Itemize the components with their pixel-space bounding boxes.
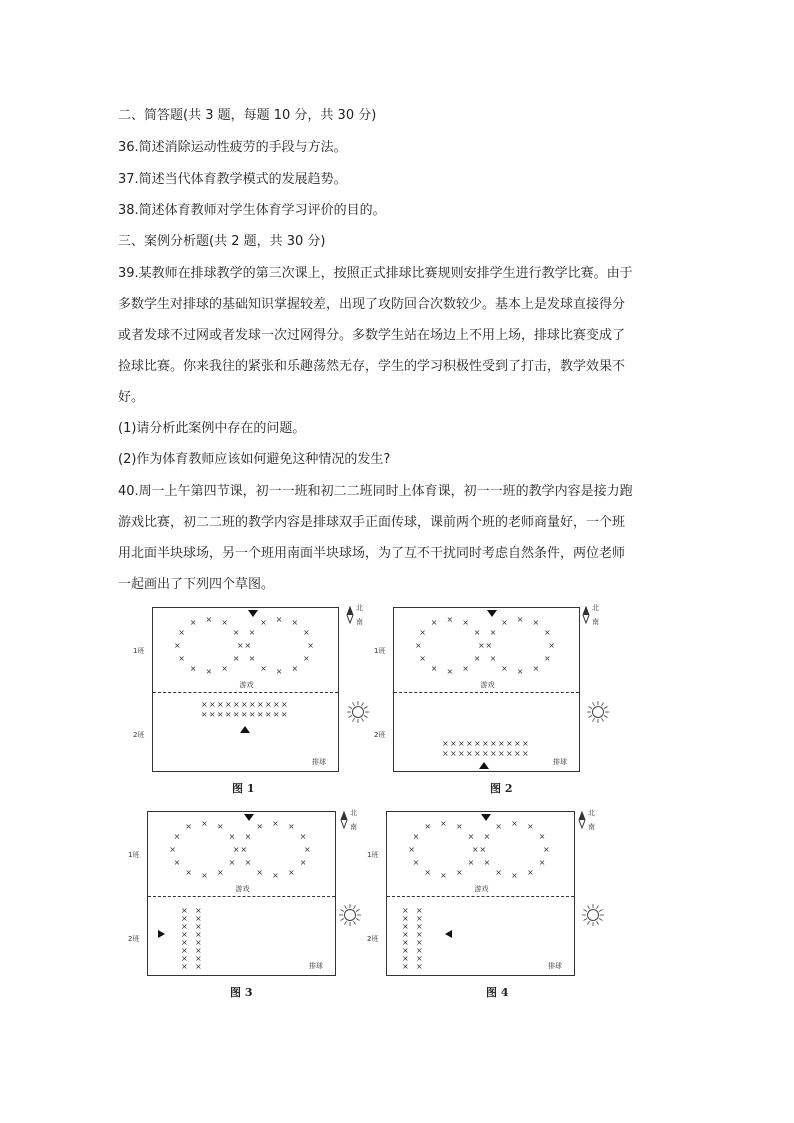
question-39-line2: 多数学生对排球的基础知识掌握较差，出现了攻防回合次数较少。基本上是发球直接得分 [118, 297, 626, 312]
student-mark: × [482, 739, 489, 748]
figure-caption: 图 2 [490, 782, 513, 795]
student-mark: × [185, 822, 192, 832]
sun-icon [581, 903, 605, 927]
field-center-line [394, 692, 579, 693]
student-mark: × [458, 739, 465, 748]
student-mark: × [450, 749, 457, 758]
student-mark: × [232, 654, 240, 663]
triangle-down-marker [248, 610, 258, 617]
student-mark: × [527, 867, 534, 877]
student-mark: × [538, 832, 546, 841]
student-mark: × [260, 618, 267, 628]
student-mark: × [467, 832, 475, 841]
student-mark: × [201, 871, 208, 880]
student-mark: × [232, 845, 240, 854]
student-mark: × [402, 930, 409, 939]
student-mark: × [240, 845, 248, 854]
student-mark: × [542, 845, 550, 854]
question-40-line4: 一起画出了下列四个草图。 [118, 577, 275, 592]
student-mark: × [244, 832, 252, 841]
student-mark: × [416, 962, 423, 971]
question-39-sub2: (2)作为体育教师应该如何避免这种情况的发生? [118, 452, 391, 467]
student-mark: × [402, 906, 409, 915]
student-mark: × [209, 700, 216, 709]
student-mark: × [479, 845, 487, 854]
student-mark: × [489, 654, 497, 663]
student-mark: × [195, 914, 202, 923]
figure-caption: 图 1 [232, 782, 255, 795]
student-mark: × [511, 871, 518, 880]
student-mark: × [412, 832, 420, 841]
student-mark: × [185, 867, 192, 877]
student-mark: × [205, 615, 213, 624]
student-mark: × [498, 749, 505, 758]
student-mark: × [195, 946, 202, 955]
student-mark: × [483, 858, 491, 867]
triangle-down-marker [244, 814, 254, 821]
student-mark: × [527, 822, 534, 832]
student-mark: × [440, 871, 447, 880]
student-mark: × [273, 710, 280, 719]
student-mark: × [195, 930, 202, 939]
student-mark: × [181, 954, 188, 963]
student-mark: × [221, 663, 228, 673]
figure-caption: 图 4 [486, 986, 509, 999]
student-mark: × [415, 641, 422, 650]
student-mark: × [265, 700, 272, 709]
south-label: 南 [588, 823, 595, 831]
student-mark: × [506, 749, 513, 758]
student-mark: × [482, 749, 489, 758]
student-mark: × [458, 749, 465, 758]
north-label: 北 [356, 604, 363, 612]
student-mark: × [241, 700, 248, 709]
sun-icon [338, 903, 362, 927]
student-mark: × [548, 641, 555, 650]
student-mark: × [430, 663, 438, 673]
student-mark: × [501, 663, 508, 673]
student-mark: × [291, 663, 299, 673]
question-36: 36.简述消除运动性疲劳的手段与方法。 [118, 140, 347, 155]
student-mark: × [522, 739, 529, 748]
student-mark: × [201, 710, 208, 719]
field-figure-3 [128, 811, 336, 976]
student-mark: × [228, 832, 236, 841]
game-label: 游戏 [474, 885, 489, 893]
student-mark: × [249, 700, 256, 709]
student-mark: × [248, 628, 256, 637]
game-label: 游戏 [480, 681, 495, 689]
student-mark: × [256, 822, 263, 832]
field-figure-2 [374, 607, 580, 772]
student-mark: × [416, 906, 423, 915]
south-label: 南 [350, 823, 357, 831]
sun-icon [346, 700, 370, 724]
student-mark: × [181, 906, 188, 915]
class-1-label: 1班 [128, 851, 140, 859]
student-mark: × [195, 954, 202, 963]
student-mark: × [544, 654, 551, 663]
student-mark: × [402, 914, 409, 923]
sun-icon [586, 700, 610, 724]
volleyball-label: 排球 [309, 962, 323, 970]
question-38: 38.简述体育教师对学生体育学习评价的目的。 [118, 203, 386, 218]
volleyball-label: 排球 [548, 962, 562, 970]
volleyball-label: 排球 [553, 758, 567, 766]
north-label: 北 [588, 809, 595, 817]
student-mark: × [462, 663, 469, 673]
south-label: 南 [592, 618, 599, 626]
student-mark: × [303, 654, 310, 663]
class-2-label: 2班 [128, 935, 140, 943]
student-mark: × [275, 615, 283, 624]
figure-caption: 图 3 [230, 986, 253, 999]
student-mark: × [225, 710, 232, 719]
student-mark: × [532, 663, 540, 673]
field-figure-4 [367, 811, 575, 976]
student-mark: × [195, 906, 202, 915]
student-mark: × [216, 867, 224, 877]
triangle-up-marker [479, 762, 489, 769]
student-mark: × [291, 618, 299, 628]
student-mark: × [174, 641, 181, 650]
student-mark: × [288, 822, 295, 832]
game-label: 游戏 [235, 885, 250, 893]
student-mark: × [402, 954, 409, 963]
student-mark: × [424, 867, 431, 877]
student-mark: × [303, 628, 310, 637]
student-mark: × [228, 858, 236, 867]
student-mark: × [442, 749, 449, 758]
student-mark: × [416, 922, 423, 931]
student-mark: × [455, 822, 463, 832]
student-mark: × [485, 641, 493, 650]
class-2-label: 2班 [367, 935, 379, 943]
student-mark: × [195, 922, 202, 931]
class-1-label: 1班 [133, 647, 145, 655]
student-mark: × [516, 667, 524, 676]
section-2-heading: 二、简答题(共 3 题，每题 10 分，共 30 分) [118, 108, 377, 123]
student-mark: × [217, 710, 224, 719]
question-40-line2: 游戏比赛，初二二班的教学内容是排球双手正面传球，课前两个班的老师商量好，一个班 [118, 515, 626, 530]
class-1-label: 1班 [374, 647, 386, 655]
student-mark: × [209, 710, 216, 719]
student-mark: × [299, 858, 307, 867]
game-label: 游戏 [239, 681, 254, 689]
student-mark: × [272, 871, 279, 880]
student-mark: × [273, 700, 280, 709]
student-mark: × [473, 628, 481, 637]
question-39-line1: 39.某教师在排球教学的第三次课上，按照正式排球比赛规则安排学生进行教学比赛。由于 [118, 266, 633, 281]
student-mark: × [402, 946, 409, 955]
student-mark: × [450, 739, 457, 748]
student-mark: × [419, 628, 426, 637]
student-mark: × [181, 962, 188, 971]
student-mark: × [232, 628, 240, 637]
student-mark: × [474, 739, 481, 748]
student-mark: × [201, 700, 208, 709]
student-mark: × [181, 914, 188, 923]
student-mark: × [412, 858, 420, 867]
student-mark: × [442, 739, 449, 748]
student-mark: × [495, 822, 502, 832]
student-mark: × [538, 858, 546, 867]
student-mark: × [299, 832, 307, 841]
student-mark: × [462, 618, 469, 628]
student-mark: × [205, 667, 213, 676]
question-39-line4: 捡球比赛。你来我往的紧张和乐趣荡然无存，学生的学习积极性受到了打击，教学效果不 [118, 359, 626, 374]
student-mark: × [516, 615, 524, 624]
student-mark: × [233, 710, 240, 719]
triangle-right-marker [158, 930, 165, 938]
student-mark: × [466, 749, 473, 758]
student-mark: × [495, 867, 502, 877]
triangle-down-marker [487, 610, 497, 617]
student-mark: × [275, 667, 283, 676]
student-mark: × [303, 845, 311, 854]
volleyball-label: 排球 [312, 758, 326, 766]
triangle-left-marker [445, 930, 452, 938]
student-mark: × [173, 832, 181, 841]
student-mark: × [477, 641, 485, 650]
student-mark: × [244, 858, 252, 867]
student-mark: × [195, 962, 202, 971]
south-label: 南 [356, 618, 363, 626]
student-mark: × [430, 618, 438, 628]
field-center-line [153, 692, 338, 693]
student-mark: × [498, 739, 505, 748]
student-mark: × [416, 954, 423, 963]
student-mark: × [402, 962, 409, 971]
class-2-label: 2班 [133, 731, 145, 739]
student-mark: × [217, 700, 224, 709]
student-mark: × [473, 654, 481, 663]
student-mark: × [474, 749, 481, 758]
student-mark: × [281, 710, 288, 719]
class-1-label: 1班 [367, 851, 379, 859]
student-mark: × [178, 654, 185, 663]
student-mark: × [424, 822, 431, 832]
student-mark: × [195, 938, 202, 947]
student-mark: × [402, 938, 409, 947]
student-mark: × [260, 663, 267, 673]
student-mark: × [241, 710, 248, 719]
student-mark: × [446, 667, 454, 676]
north-label: 北 [350, 809, 357, 817]
student-mark: × [506, 739, 513, 748]
student-mark: × [466, 739, 473, 748]
student-mark: × [416, 930, 423, 939]
student-mark: × [181, 930, 188, 939]
student-mark: × [249, 710, 256, 719]
student-mark: × [307, 641, 314, 650]
student-mark: × [419, 654, 426, 663]
student-mark: × [181, 946, 188, 955]
student-mark: × [181, 938, 188, 947]
question-39-line5: 好。 [118, 390, 145, 405]
student-mark: × [189, 618, 197, 628]
section-3-heading: 三、案例分析题(共 2 题，共 30 分) [118, 234, 326, 249]
question-40-line1: 40.周一上午第四节课，初一一班和初二二班同时上体育课，初一一班的教学内容是接力跑 [118, 484, 633, 499]
student-mark: × [514, 739, 521, 748]
student-mark: × [490, 749, 497, 758]
student-mark: × [514, 749, 521, 758]
student-mark: × [236, 641, 244, 650]
student-mark: × [178, 628, 185, 637]
triangle-down-marker [481, 814, 491, 821]
class-2-label: 2班 [374, 731, 386, 739]
student-mark: × [522, 749, 529, 758]
student-mark: × [257, 700, 264, 709]
question-39-line3: 或者发球不过网或者发球一次过网得分。多数学生站在场边上不用上场，排球比赛变成了 [118, 328, 626, 343]
question-37: 37.简述当代体育教学模式的发展趋势。 [118, 172, 347, 187]
student-mark: × [288, 867, 295, 877]
student-mark: × [501, 618, 508, 628]
student-mark: × [471, 845, 479, 854]
student-mark: × [248, 654, 256, 663]
student-mark: × [201, 819, 208, 828]
student-mark: × [169, 845, 176, 854]
triangle-up-marker [240, 726, 250, 733]
question-39-sub1: (1)请分析此案例中存在的问题。 [118, 421, 306, 436]
question-40-line3: 用北面半块球场，另一个班用南面半块球场，为了互不干扰同时考虑自然条件，两位老师 [118, 546, 626, 561]
field-figure-1 [133, 607, 339, 772]
student-mark: × [440, 819, 447, 828]
student-mark: × [189, 663, 197, 673]
student-mark: × [233, 700, 240, 709]
student-mark: × [416, 914, 423, 923]
field-center-line [387, 896, 574, 897]
student-mark: × [467, 858, 475, 867]
student-mark: × [455, 867, 463, 877]
student-mark: × [416, 938, 423, 947]
student-mark: × [173, 858, 181, 867]
student-mark: × [256, 867, 263, 877]
student-mark: × [544, 628, 551, 637]
student-mark: × [483, 832, 491, 841]
student-mark: × [265, 710, 272, 719]
student-mark: × [216, 822, 224, 832]
student-mark: × [272, 819, 279, 828]
student-mark: × [532, 618, 540, 628]
student-mark: × [446, 615, 454, 624]
student-mark: × [489, 628, 497, 637]
student-mark: × [244, 641, 252, 650]
student-mark: × [416, 946, 423, 955]
student-mark: × [225, 700, 232, 709]
student-mark: × [511, 819, 518, 828]
student-mark: × [257, 710, 264, 719]
student-mark: × [402, 922, 409, 931]
student-mark: × [221, 618, 228, 628]
student-mark: × [281, 700, 288, 709]
north-label: 北 [592, 604, 599, 612]
student-mark: × [408, 845, 415, 854]
student-mark: × [490, 739, 497, 748]
student-mark: × [181, 922, 188, 931]
field-center-line [148, 896, 335, 897]
